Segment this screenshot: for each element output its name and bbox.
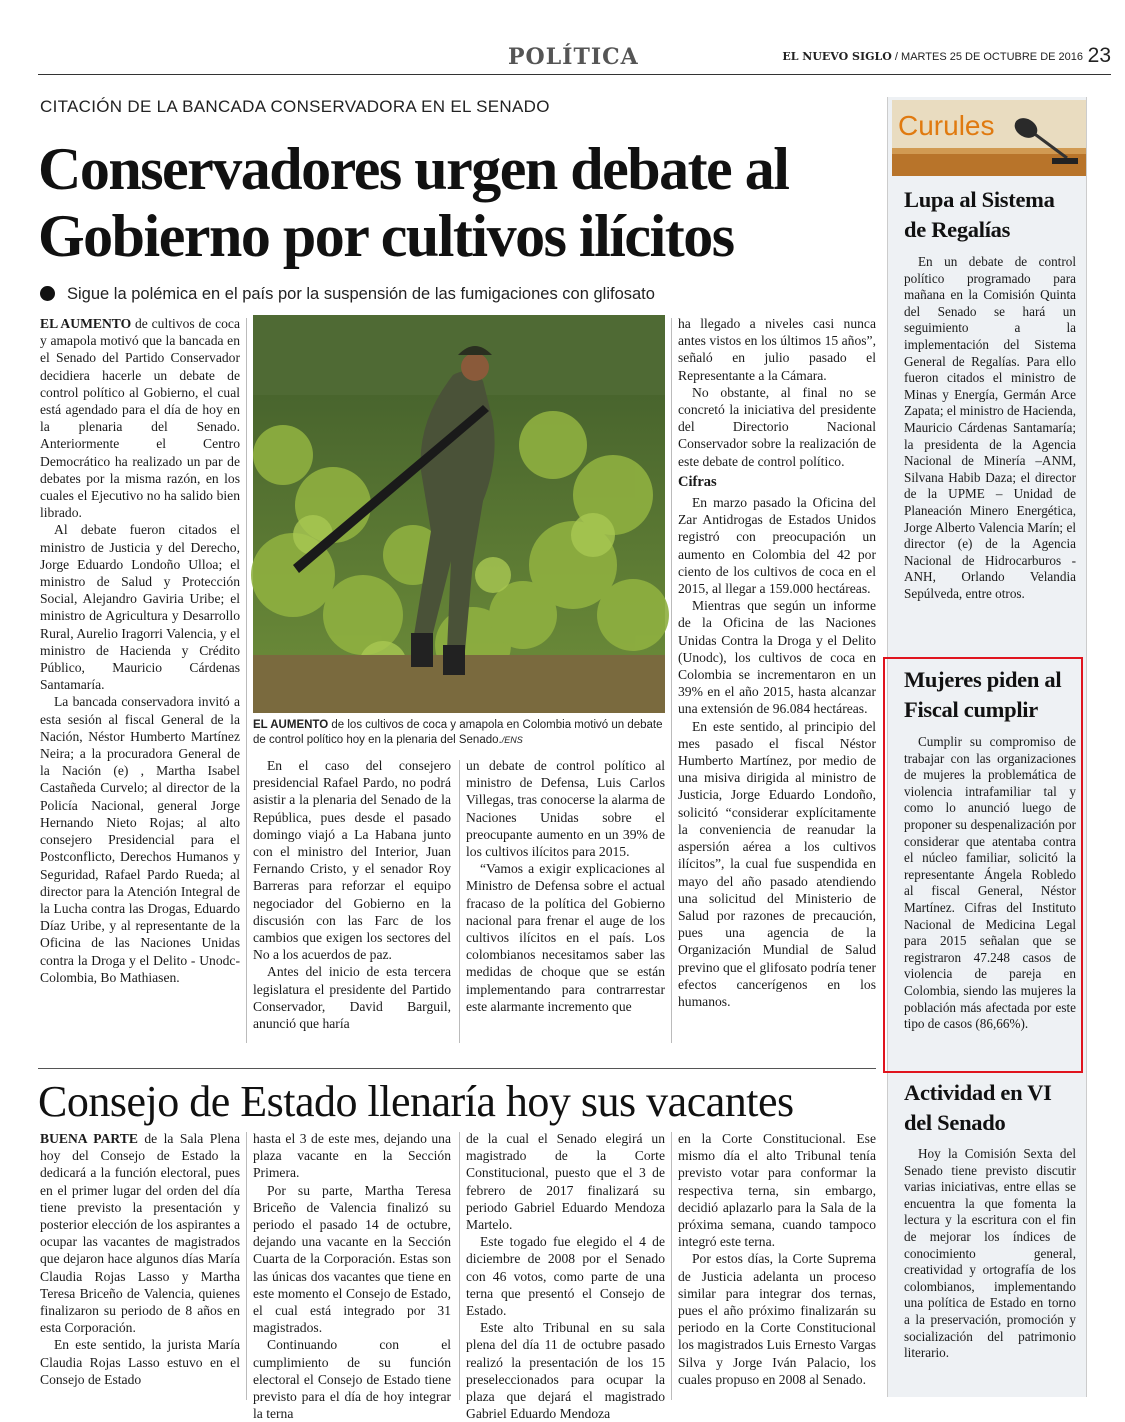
story-separator xyxy=(38,1068,876,1069)
paragraph: La bancada conservadora invitó a esta sesión al fiscal General de la Nación, Néstor Humberto Martínez Neira; a la procuradora General de la Nación (e) , Martha Isabel Castañeda Curvelo; al director de la Policía Nacional, general Jorge Hernando Nieto Rojas; al alto consejero Presidencial para el Postconflicto, Derechos Humanos y Seguridad, Rafael Pardo Rueda; al director para la Atención Integral de la Lucha contra las Drogas, Eduardo Díaz Uribe, y al representante de la Oficina de las Naciones Unidas contra la Droga y el Delito - Unodc- Colombia, Bo Mathiasen. xyxy=(40,694,240,985)
paragraph: un debate de control político al ministro de Defensa, Luis Carlos Villegas, tras conocerse la alarma de Naciones Unidas sobre el preocupante aumento en un 39% de los cultivos ilícitos para 2015. xyxy=(466,758,665,860)
story1-subheadline xyxy=(40,285,870,304)
microphone-icon xyxy=(892,100,1086,176)
story2-headline: Consejo de Estado llenaría hoy sus vacantes xyxy=(38,1077,794,1126)
story1-headline xyxy=(38,136,878,270)
story1-headline-line2: Gobierno por cultivos ilícitos xyxy=(38,203,734,269)
story1-photo xyxy=(253,315,665,713)
paragraph: En este sentido, al principio del mes pasado el fiscal Néstor Humberto Martínez, por medio de una misiva dirigida al ministro de Justicia, Jorge Eduardo Londoño, solicitó “considerar explícitamente la conveniencia de reanudar la aspersión aérea a los cultivos ilícitos”, la cual fue suspendida en mayo del año pasado atendiendo una solicitud del Ministerio de Salud por razones de precaución, pues una agencia de la Organización Mundial de Salud previno que el glifosato podría tener efectos cancerígenos en los humanos. xyxy=(678,718,876,1009)
paragraph: “Vamos a exigir explicaciones al Ministro de Defensa sobre el actual fracaso de la política del Gobierno nacional para frenar el auge de los cultivos ilícitos en el país. Los colombianos necesitamos saber las medidas de choque que se están implementando para contrarrestar este alarmante incremento que xyxy=(466,861,665,1014)
paragraph: ha llegado a niveles casi nunca antes vistos en los últimos 15 años”, señaló en julio pasado el Representante a la Cámara. xyxy=(678,316,876,383)
paragraph: Este alto Tribunal en su sala plena del día 11 de octubre pasado realizó la presentación de los 15 preseleccionados para ocupar la plaza que dejará el magistrado Gabriel Eduardo Mendoza xyxy=(466,1320,665,1422)
lead-in: BUENA PARTE xyxy=(40,1131,138,1146)
column-divider xyxy=(671,1132,672,1400)
photo-credit: /ENS xyxy=(501,735,523,745)
sidebar-item1-text: En un debate de control político programado para mañana en la Comisión Quinta del Senado se hará un seguimiento a la implementación del Sistema General de Regalías. Para ello fueron citados el ministro de Minas y Energía, Germán Arce Zapata; el ministro de Hacienda, Mauricio Cárdenas Santamaría; la presidenta de la Agencia Nacional de Minería –ANM, Silvana Habib Daza; el director de la UPME – Unidad de Planeación Minero Energética, Jorge Alberto Valencia Marín; el director (e) de la Agencia Nacional de Hidrocarburos -ANH, Orlando Velandia Sepúlveda, entre otros. xyxy=(904,254,1076,601)
column-divider xyxy=(246,1132,247,1400)
paragraph: Mientras que según un informe de la Oficina de las Naciones Unidas Contra la Droga y el Delito (Unodc), los cultivos de coca en Colombia se incrementaron en un 39% en el año 2015, hasta alcanzar una extensión de 96.084 hectáreas. xyxy=(678,598,876,717)
story1-headline-line1: Conservadores urgen debate al xyxy=(38,136,789,202)
issue-date: / MARTES 25 DE OCTUBRE DE 2016 xyxy=(891,51,1083,63)
paragraph: Este togado fue elegido el 4 de diciembre de 2008 por el Senado con 46 votos, como parte de una terna que presentó el Consejo de Estado. xyxy=(466,1234,665,1319)
paragraph: hasta el 3 de este mes, dejando una plaza vacante en la Sección Primera. xyxy=(253,1131,451,1181)
paragraph: de la cual el Senado elegirá un magistrado de la Corte Constitucional, puesto que el 3 de febrero de 2017 finalizará su periodo Gabriel Eduardo Mendoza Martelo. xyxy=(466,1131,665,1233)
story1-column-2 xyxy=(253,757,451,1032)
sidebar-item3-text: Hoy la Comisión Sexta del Senado tiene previsto discutir varias iniciativas, entre ellas se encuentra la que fomenta la lectura y la escritura con el fin de mejorar los índices de conocimiento general, creatividad y ortografía de los colombianos, implementando una política de Estado en torno a la preservación, promoción y socialización del patrimonio literario. xyxy=(904,1146,1076,1361)
paragraph: EL AUMENTO de cultivos de coca y amapola motivó que la bancada en el Senado del Partido Conservador decidiera hacerle un debate de control político al Gobierno, el cual está agendado para el día de hoy en la plenaria del Senado. Anteriormente el Centro Democrático ha realizado un par de debates por la misma razón, en los cuales el Ejecutivo no ha salido bien librado. xyxy=(40,316,240,521)
paragraph: Por estos días, la Corte Suprema de Justicia adelanta un proceso similar para integrar dos ternas, pues el año próximo finalizarán su periodo en la Corte Constitucional los magistrados Luis Ernesto Vargas Silva y Jorge Iván Palacio, los cuales propuso en 2008 al Senado. xyxy=(678,1251,876,1387)
sidebar-item2-text: Cumplir su compromiso de trabajar con las organizaciones de mujeres la problemática de violencia intrafamiliar tal y como lo anunció luego de proponer su despenalización por considerar que atentaba contra el núcleo familiar, solicitó la representante Ángela Robledo al fiscal General, Néstor Martínez. Cifras del Instituto Nacional de Medicina Legal para 2015 señalan que se registraron 47.248 casos de violencia de pareja en Colombia, siendo las mujeres la población más afectada por este tipo de casos (86,66%). xyxy=(904,734,1076,1032)
paragraph: BUENA PARTE de la Sala Plena hoy del Consejo de Estado la dedicará a la función electoral, pues en el primer lugar del orden del día tiene previsto la presentación y posterior elección de los aspirantes a ocupar las vacantes de magistrados que dejaron hace algunos días María Claudia Rojas Lasso y Martha Teresa Briceño de Valencia, quienes finalizaron su periodo de 8 años en esta Corporación. xyxy=(40,1131,240,1336)
curules-banner xyxy=(892,100,1086,176)
soldier-coca-field-photo xyxy=(253,315,665,713)
paragraph: No obstante, al final no se concretó la iniciativa del presidente del Directorio Nacional Conservador sobre la realización de este debate de control político. xyxy=(678,384,876,469)
column-divider xyxy=(459,1132,460,1400)
paragraph: Antes del inicio de esta tercera legislatura el presidente del Partido Conservador, David Barguil, anunció que haría xyxy=(253,964,451,1032)
paragraph: En el caso del consejero presidencial Rafael Pardo, no podrá asistir a la plenaria del Senado de la República, pues desde el pasado domingo viajó a La Habana junto con el ministro del Interior, Juan Fernando Cristo, y el senador Roy Barreras para reforzar el equipo negociador del Gobierno en la discusión con las Farc de los cambios que exigen los sectores del No a los acuerdos de paz. xyxy=(253,758,451,963)
section-title: POLÍTICA xyxy=(508,44,639,70)
lead-in: EL AUMENTO xyxy=(40,316,132,331)
story2-column-2 xyxy=(253,1130,451,1422)
paragraph: En marzo pasado la Oficina del Zar Antidrogas de Estados Unidos registró con preocupación un aumento en Colombia del 42 por ciento de los cultivos de coca en el 2015, al llegar a 159.000 hectáreas. xyxy=(678,495,876,597)
curules-label: Curules xyxy=(898,110,995,141)
sidebar-item2-title: Mujeres piden al Fiscal cumplir xyxy=(904,667,1062,722)
subhead-cifras: Cifras xyxy=(678,473,717,490)
sidebar-item1-title: Lupa al Sistema de Regalías xyxy=(904,187,1055,242)
story1-column-1 xyxy=(40,315,240,986)
column-divider xyxy=(459,760,460,1043)
story1-column-3 xyxy=(466,757,665,1015)
paper-name: EL NUEVO SIGLO xyxy=(782,50,892,63)
column-divider xyxy=(671,318,672,1043)
story2-column-4 xyxy=(678,1130,876,1388)
column-divider xyxy=(246,318,247,1043)
paragraph: Al debate fueron citados el ministro de Justicia y del Derecho, Jorge Eduardo Londoño Ulloa; el ministro de Salud y Protección Social, Alejandro Gaviria Uribe; el ministro de Agricultura y Desarrollo Rural, Aurelio Iragorri Valencia, y el ministro de Hacienda y Crédito Público, Mauricio Cárdenas Santamaría. xyxy=(40,522,240,693)
paragraph: En este sentido, la jurista María Claudia Rojas Lasso estuvo en el Consejo de Estado xyxy=(40,1337,240,1387)
page-number: 23 xyxy=(1087,44,1111,67)
paragraph: Continuando con el cumplimiento de su función electoral el Consejo de Estado tiene previsto para el día de hoy integrar la terna xyxy=(253,1337,451,1422)
header-rule xyxy=(38,74,1111,75)
story1-kicker: CITACIÓN DE LA BANCADA CONSERVADORA EN EL SENADO xyxy=(40,97,550,116)
sidebar-item3-title: Actividad en VI del Senado xyxy=(904,1080,1052,1135)
story2-column-1 xyxy=(40,1130,240,1388)
story2-column-3 xyxy=(466,1130,665,1422)
bullet-icon xyxy=(40,286,55,301)
subheadline-text: Sigue la polémica en el país por la suspensión de las fumigaciones con glifosato xyxy=(67,285,655,303)
story1-photo-caption: EL AUMENTO de los cultivos de coca y amapola en Colombia motivó un debate de control político hoy en la plenaria del Senado./ENS xyxy=(253,719,663,746)
masthead-date xyxy=(782,50,1083,63)
story1-column-4 xyxy=(678,315,876,1010)
paragraph: en la Corte Constitucional. Ese mismo día el alto Tribunal tenía previsto votar para conformar la respectiva terna, sin embargo, decidió aplazarlo para la Sala de la próxima semana, cuando tampoco integró este terna. xyxy=(678,1131,876,1250)
paragraph: Por su parte, Martha Teresa Briceño de Valencia finalizó su periodo el pasado 14 de octubre, dejando una vacante en la Sección Cuarta de la Corporación. Estas son las únicas dos vacantes que tiene en este momento el Consejo de Estado, el cual está integrado por 31 magistrados. xyxy=(253,1182,451,1336)
